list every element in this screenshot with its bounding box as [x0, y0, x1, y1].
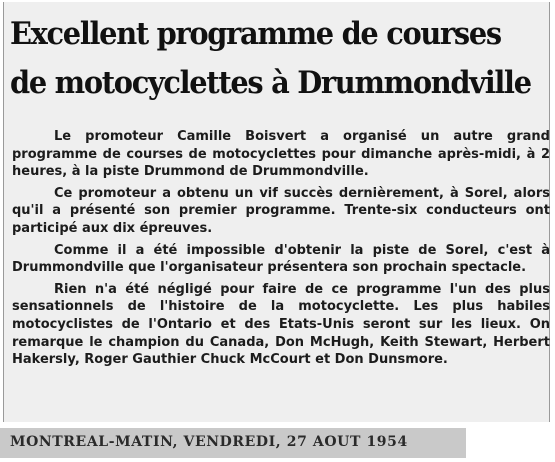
article-paragraph-3: Comme il a été impossible d'obtenir la piste de Sorel, c'est à Drummondville que l'organisateur présentera son prochain spectacle. — [12, 242, 550, 276]
article-paragraph-2: Ce promoteur a obtenu un vif succès dernièrement, à Sorel, alors qu'il a présenté son premier programme. Trente-six conducteurs ont participé aux dix épreuves. — [12, 185, 550, 236]
newspaper-clipping — [3, 2, 550, 422]
headline-line-2: de motocyclettes à Drummondville — [10, 65, 531, 101]
article-body — [12, 128, 550, 369]
article-headline — [10, 10, 531, 108]
source-banner — [0, 428, 466, 458]
headline-line-1: Excellent programme de courses — [10, 16, 501, 52]
article-paragraph-4: Rien n'a été négligé pour faire de ce programme l'un des plus sensationnels de l'histoire de la motocyclette. Les plus habiles motocyclistes de l'Ontario et des Etats-Unis seront sur les lieux. On remarque le champion du Canada, Don McHugh, Keith Stewart, Herbert Hakersly, Roger Gauthier Chuck McCourt et Don Dunsmore. — [12, 281, 550, 368]
article-paragraph-1: Le promoteur Camille Boisvert a organisé un autre grand programme de courses de motocyclettes pour dimanche après-midi, à 2 heures, à la piste Drummond de Drummondville. — [12, 129, 550, 180]
source-line: MONTREAL-MATIN, VENDREDI, 27 AOUT 1954 — [10, 434, 408, 450]
